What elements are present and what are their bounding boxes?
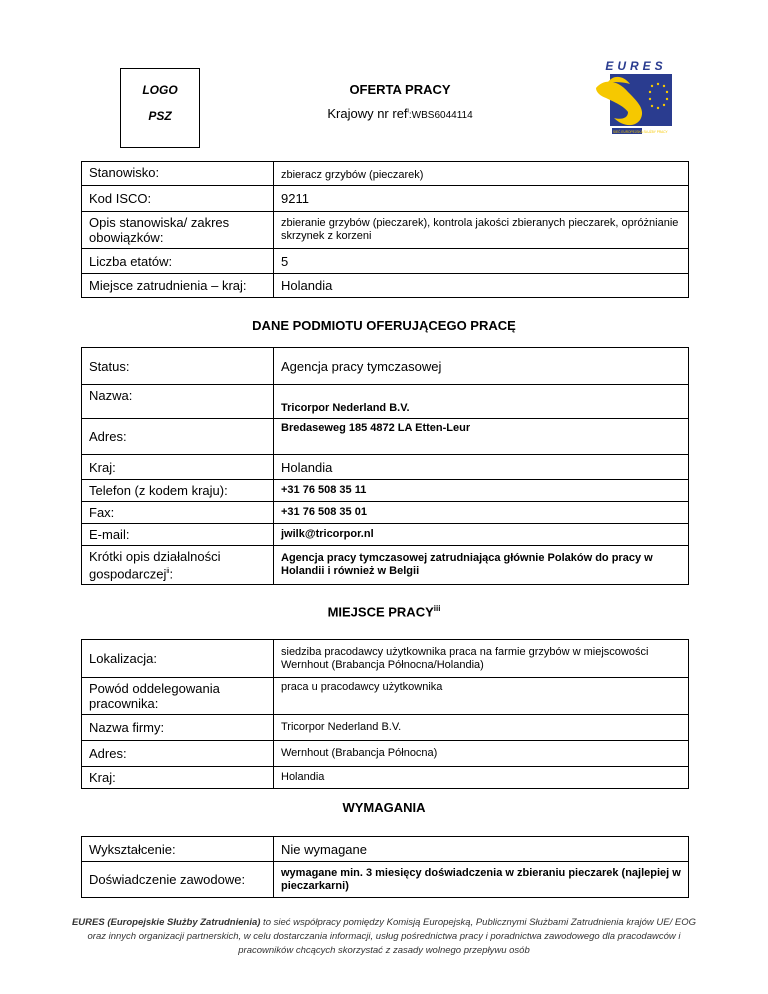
- fax-label: Fax:: [82, 502, 274, 524]
- requirements-table: [81, 836, 689, 898]
- position-value: zbieracz grzybów (pieczarek): [274, 162, 689, 186]
- workplace-address-label: Adres:: [82, 741, 274, 767]
- table-row: [82, 249, 689, 274]
- business-description-label: Krótki opis działalności gospodarczej$^{ii}$:: [82, 546, 274, 585]
- table-row: [82, 348, 689, 385]
- position-label: Stanowisko:: [82, 162, 274, 186]
- status-value: Agencja pracy tymczasowej: [274, 348, 689, 385]
- reference-number: [300, 106, 500, 121]
- phone-label: Telefon (z kodem kraju):: [82, 480, 274, 502]
- business-description-value: Agencja pracy tymczasowej zatrudniająca głównie Polaków do pracy w Holandii i również w Belgii: [274, 546, 689, 585]
- table-row: [82, 837, 689, 862]
- page-title: OFERTA PRACY: [349, 82, 451, 97]
- psz-logo-placeholder: [120, 68, 200, 148]
- fax-value: +31 76 508 35 01: [274, 502, 689, 524]
- workplace-table: [81, 639, 689, 789]
- workplace-country-value: Holandia: [274, 767, 689, 789]
- footnote-marker: iii: [433, 604, 441, 613]
- duties-label: Opis stanowiska/ zakres obowiązków:: [82, 212, 274, 249]
- location-label: Lokalizacja:: [82, 640, 274, 678]
- footer-text: to sieć współpracy pomiędzy Komisją Europejską, Publicznymi Służbami Zatrudnienia krajów UE/ EOG oraz innych organizacji partnerskich, w celu dostarczania informacji, usług pośrednictwa pracy i poradnictwa zawodowego dla pracodawców i pracowników chcących skorzystać z zasady wolnego przepływu osób: [87, 917, 697, 956]
- phone-value: +31 76 508 35 11: [274, 480, 689, 502]
- experience-value: wymagane min. 3 miesięcy doświadczenia w zbieraniu pieczarek (najlepiej w pieczarkarni): [274, 862, 689, 898]
- requirements-section-heading: WYMAGANIA: [342, 800, 426, 815]
- email-value[interactable]: jwilk@tricorpor.nl: [274, 524, 689, 546]
- employer-table: [81, 347, 689, 585]
- table-row: [82, 480, 689, 502]
- table-row: [82, 274, 689, 298]
- country-value: Holandia: [274, 455, 689, 480]
- isco-value: 9211: [274, 186, 689, 212]
- name-value: Tricorpor Nederland B.V.: [274, 385, 689, 419]
- eures-logo-subtext: SIEĆ EUROPEJSKA SŁUŻBY PRACY: [613, 130, 668, 134]
- address-label: Adres:: [82, 419, 274, 455]
- ref-footnote-marker: i: [407, 108, 409, 115]
- country-label: Kraj:: [82, 455, 274, 480]
- table-row: [82, 767, 689, 789]
- duties-value: zbieranie grzybów (pieczarek), kontrola jakości zbieranych pieczarek, opróżnianie skrzynek z korzeni: [274, 212, 689, 249]
- employer-section-heading: DANE PODMIOTU OFERUJĄCEGO PRACĘ: [252, 318, 516, 333]
- isco-label: Kod ISCO:: [82, 186, 274, 212]
- email-label: E-mail:: [82, 524, 274, 546]
- table-row: [82, 385, 689, 419]
- workplace-address-value: Wernhout (Brabancja Północna): [274, 741, 689, 767]
- table-row: [82, 862, 689, 898]
- education-label: Wykształcenie:: [82, 837, 274, 862]
- company-name-label: Nazwa firmy:: [82, 715, 274, 741]
- eures-footer-note: [70, 916, 698, 958]
- table-row: [82, 678, 689, 715]
- positions-count-value: 5: [274, 249, 689, 274]
- table-row: [82, 640, 689, 678]
- company-name-value: Tricorpor Nederland B.V.: [274, 715, 689, 741]
- logo-text: LOGO: [142, 83, 178, 97]
- table-row: [82, 212, 689, 249]
- workplace-country-label: Kraj:: [82, 767, 274, 789]
- delegation-reason-value: praca u pracodawcy użytkownika: [274, 678, 689, 715]
- footnote-marker: ii: [166, 568, 170, 575]
- eures-logo: [594, 58, 678, 142]
- address-value: Bredaseweg 185 4872 LA Etten-Leur: [274, 419, 689, 455]
- name-label: Nazwa:: [82, 385, 274, 419]
- table-row: [82, 419, 689, 455]
- eures-logo-title: EURES: [605, 59, 667, 73]
- table-row: [82, 715, 689, 741]
- education-value: Nie wymagane: [274, 837, 689, 862]
- status-label: Status:: [82, 348, 274, 385]
- experience-label: Doświadczenie zawodowe:: [82, 862, 274, 898]
- table-row: [82, 455, 689, 480]
- ref-code: :WBS6044114: [408, 110, 473, 121]
- workplace-section-heading: MIEJSCE PRACY$^{iii}$: [327, 604, 441, 620]
- workplace-country-value: Holandia: [274, 274, 689, 298]
- ref-label: Krajowy nr ref: [327, 106, 408, 121]
- table-row: [82, 741, 689, 767]
- table-row: [82, 502, 689, 524]
- location-value: siedziba pracodawcy użytkownika praca na farmie grzybów w miejscowości Wernhout (Brabancja Północna/Holandia): [274, 640, 689, 678]
- footer-bold-text: EURES (Europejskie Służby Zatrudnienia): [71, 917, 261, 928]
- table-row: [82, 546, 689, 585]
- job-table: [81, 161, 689, 298]
- table-row: [82, 524, 689, 546]
- delegation-reason-label: Powód oddelegowania pracownika:: [82, 678, 274, 715]
- psz-text: PSZ: [148, 109, 172, 123]
- table-row: [82, 186, 689, 212]
- positions-count-label: Liczba etatów:: [82, 249, 274, 274]
- table-row: [82, 162, 689, 186]
- workplace-country-label: Miejsce zatrudnienia – kraj:: [82, 274, 274, 298]
